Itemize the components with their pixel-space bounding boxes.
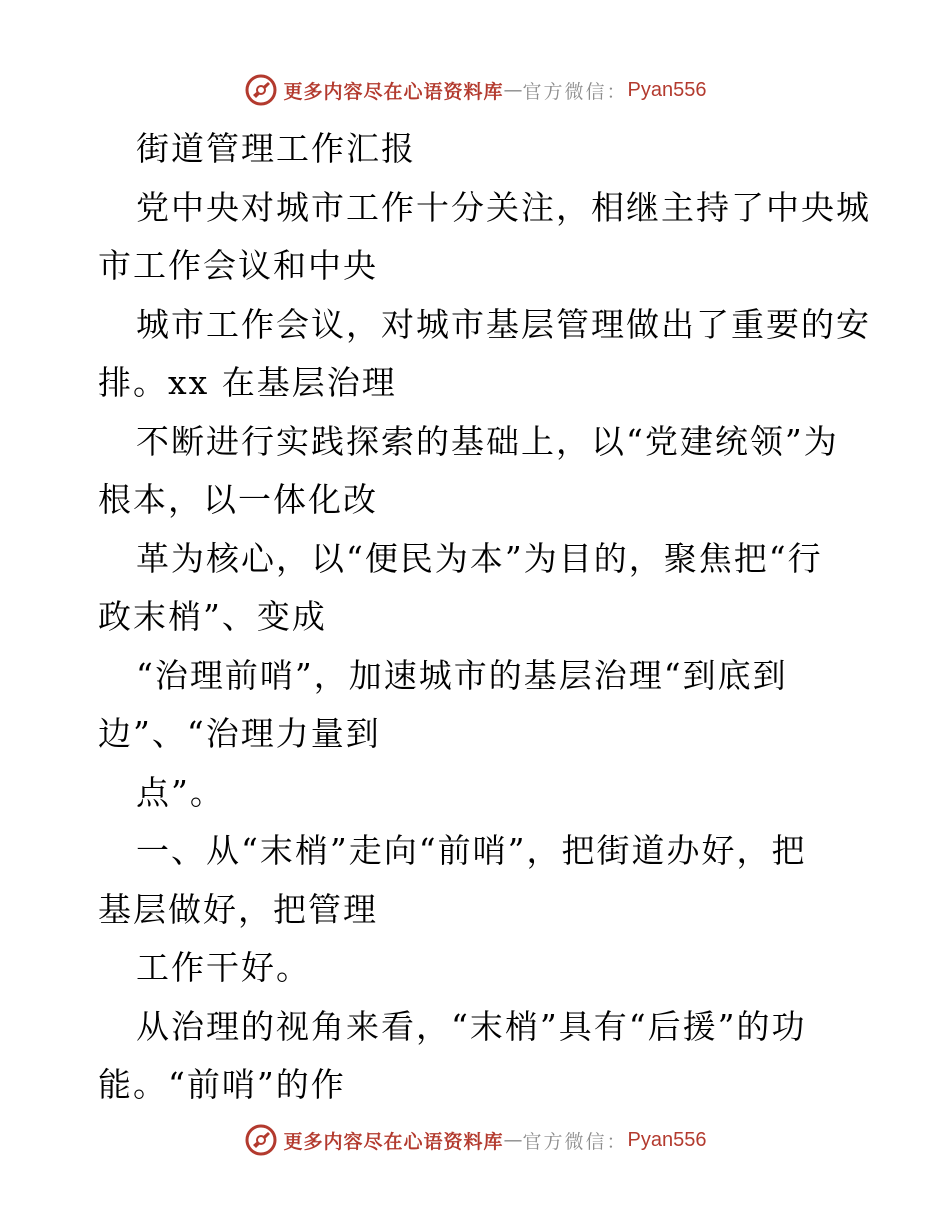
wechat-id: Pyan556 bbox=[627, 78, 707, 101]
banner-separator: — bbox=[503, 1129, 523, 1151]
footer-banner bbox=[0, 1120, 950, 1160]
document-line: 党中央对城市工作十分关注，相继主持了中央城 bbox=[136, 187, 871, 227]
document-line: 街道管理工作汇报 bbox=[136, 129, 416, 168]
document-line: 革为核心，以“便民为本”为目的，聚焦把“行 bbox=[136, 538, 823, 578]
wechat-id: Pyan556 bbox=[627, 1128, 707, 1151]
document-line: 基层做好，把管理 bbox=[98, 889, 378, 929]
wechat-label: 官方微信： bbox=[522, 1130, 628, 1153]
document-line: 边”、“治理力量到 bbox=[98, 714, 381, 753]
document-line: “治理前哨”，加速城市的基层治理“到底到 bbox=[136, 655, 788, 695]
document-line: 点”。 bbox=[136, 772, 225, 812]
header-banner bbox=[0, 70, 950, 110]
document-line: 不断进行实践探索的基础上，以“党建统领”为 bbox=[136, 421, 839, 461]
document-line: 能。“前哨”的作 bbox=[98, 1065, 346, 1104]
document-body bbox=[98, 120, 871, 1115]
document-line: 政末梢”、变成 bbox=[98, 597, 327, 636]
logo-icon bbox=[244, 73, 278, 107]
document-line: 一、从“末梢”走向“前哨”，把街道办好，把 bbox=[136, 831, 807, 870]
document-line: 城市工作会议，对城市基层管理做出了重要的安 bbox=[136, 304, 871, 344]
document-line: 工作干好。 bbox=[136, 948, 311, 987]
logo-icon bbox=[244, 1123, 278, 1157]
banner-text: 更多内容尽在心语资料库 bbox=[283, 80, 504, 103]
banner-text: 更多内容尽在心语资料库 bbox=[283, 1130, 504, 1153]
document-line: 从治理的视角来看，“末梢”具有“后援”的功 bbox=[136, 1006, 807, 1046]
wechat-label: 官方微信： bbox=[522, 80, 628, 103]
document-line: 根本，以一体化改 bbox=[98, 480, 378, 519]
document-line: 排。xx 在基层治理 bbox=[98, 363, 397, 402]
banner-separator: — bbox=[503, 79, 523, 101]
document-line: 市工作会议和中央 bbox=[98, 246, 378, 285]
